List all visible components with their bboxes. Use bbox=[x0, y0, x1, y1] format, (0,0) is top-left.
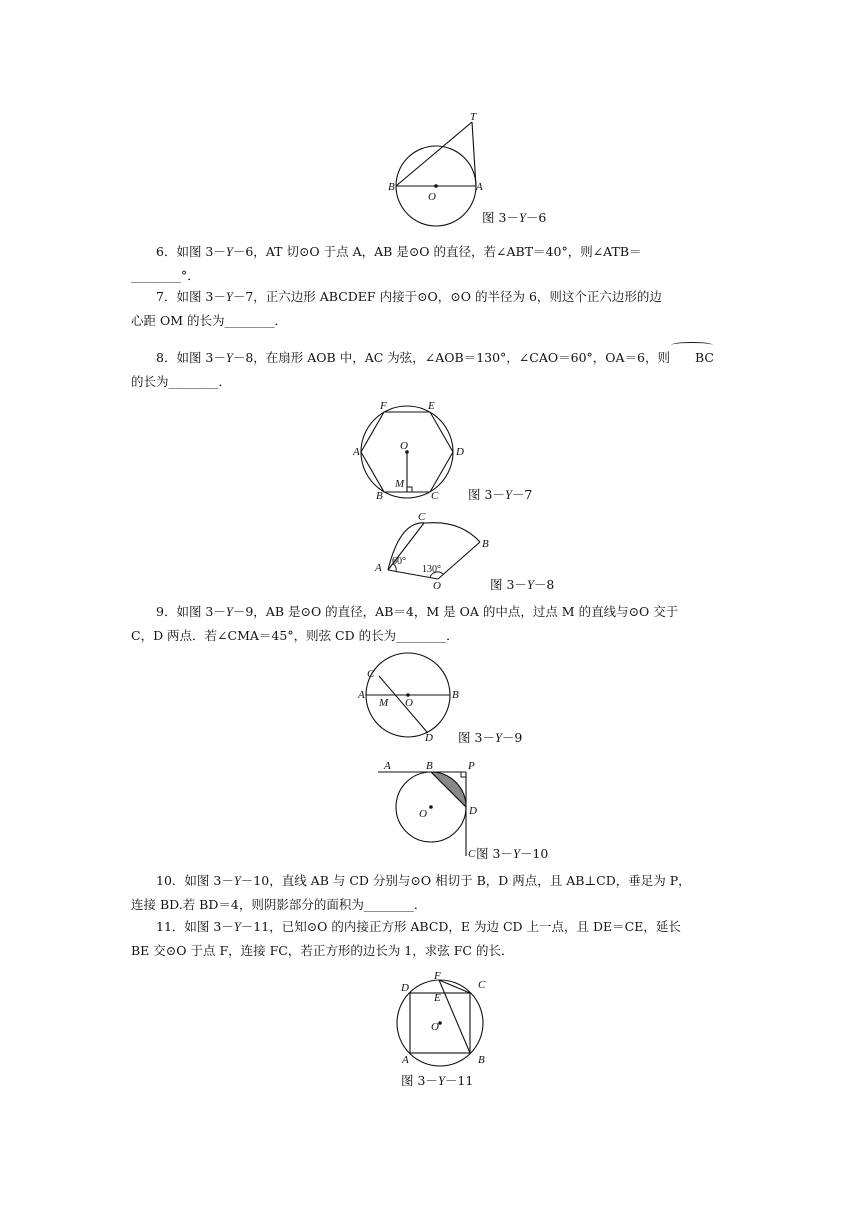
point-label-a: A bbox=[476, 181, 483, 193]
figure-caption: 图 3－Y－9 bbox=[458, 730, 523, 745]
point-label-a: A bbox=[402, 1054, 409, 1066]
figure-caption: 图 3－Y－6 bbox=[482, 210, 547, 225]
point-label-p: P bbox=[468, 760, 475, 772]
point-label-f: F bbox=[434, 970, 441, 982]
point-label-m: M bbox=[379, 697, 389, 709]
point-label-d: D bbox=[401, 982, 409, 994]
point-label-c: C bbox=[431, 490, 439, 502]
point-label-c: C bbox=[367, 668, 375, 680]
point-label-o: O bbox=[419, 808, 427, 820]
angle-label-130: 130° bbox=[422, 564, 441, 575]
figure-3-y-7 bbox=[350, 398, 550, 506]
point-label-m: M bbox=[395, 478, 405, 490]
point-label-c: C bbox=[468, 848, 476, 860]
figure-caption: 图 3－Y－11 bbox=[401, 1073, 474, 1088]
question-10: 10．如图 3－Y－10，直线 AB 与 CD 分别与⊙O 相切于 B，D 两点，且 AB⊥CD，垂足为 P， 连接 BD.若 BD＝4，则阴影部分的面积为________． bbox=[131, 873, 691, 912]
question-11: 11．如图 3－Y－11，已知⊙O 的内接正方形 ABCD，E 为边 CD 上一点，且 DE＝CE，延长 BE 交⊙O 于点 F，连接 FC，若正方形的边长为 1，求弦 FC 的长． bbox=[131, 919, 681, 958]
figure-3-y-11 bbox=[390, 970, 510, 1095]
point-label-b: B bbox=[452, 689, 459, 701]
arc-bc: BC bbox=[670, 346, 714, 370]
point-label-b: B bbox=[478, 1054, 485, 1066]
figure-3-y-6-drawing bbox=[380, 108, 580, 233]
point-label-d: D bbox=[456, 446, 464, 458]
question-6: 6．如图 3－Y－6，AT 切⊙O 于点 A，AB 是⊙O 的直径，若∠ABT＝40°，则∠ATB＝ ________°． bbox=[131, 244, 642, 283]
point-label-d: D bbox=[469, 805, 477, 817]
point-label-a: A bbox=[384, 760, 391, 772]
point-label-o: O bbox=[400, 440, 408, 452]
figure-3-y-10 bbox=[370, 760, 600, 865]
figure-3-y-6 bbox=[380, 108, 580, 233]
point-label-b: B bbox=[482, 538, 489, 550]
figure-3-y-9 bbox=[355, 650, 575, 750]
question-7: 7．如图 3－Y－7，正六边形 ABCDEF 内接于⊙O，⊙O 的半径为 6，则这个正六边形的边 心距 OM 的长为________． bbox=[131, 289, 662, 328]
point-label-b: B bbox=[426, 760, 433, 772]
point-label-b: B bbox=[388, 181, 395, 193]
point-label-e: E bbox=[428, 400, 435, 412]
figure-caption: 图 3－Y－8 bbox=[490, 577, 555, 592]
point-label-f: F bbox=[380, 400, 387, 412]
point-label-o: O bbox=[428, 191, 436, 203]
point-label-o: O bbox=[433, 580, 441, 592]
angle-label-60: 60° bbox=[392, 556, 406, 567]
figure-3-y-8 bbox=[370, 510, 590, 596]
figure-caption: 图 3－Y－7 bbox=[468, 487, 533, 502]
point-label-e: E bbox=[434, 992, 441, 1004]
point-label-c: C bbox=[418, 511, 426, 523]
point-label-b: B bbox=[376, 490, 383, 502]
question-9: 9．如图 3－Y－9，AB 是⊙O 的直径，AB＝4，M 是 OA 的中点，过点 M 的直线与⊙O 交于 C，D 两点．若∠CMA＝45°，则弦 CD 的长为________． bbox=[131, 604, 679, 643]
question-8: 8．如图 3－Y－8，在扇形 AOB 中，AC 为弦，∠AOB＝130°，∠CAO＝60°，OA＝6，则 BC 的长为________． bbox=[131, 346, 731, 394]
point-label-o: O bbox=[431, 1021, 439, 1033]
point-label-t: T bbox=[470, 111, 477, 123]
figure-3-y-8-drawing bbox=[370, 510, 590, 596]
figure-caption: 图 3－Y－10 bbox=[476, 846, 549, 861]
point-label-o: O bbox=[405, 697, 413, 709]
point-label-a: A bbox=[358, 689, 365, 701]
point-label-d: D bbox=[425, 732, 433, 744]
point-label-a: A bbox=[353, 446, 360, 458]
point-label-c: C bbox=[478, 979, 486, 991]
point-label-a: A bbox=[375, 562, 382, 574]
